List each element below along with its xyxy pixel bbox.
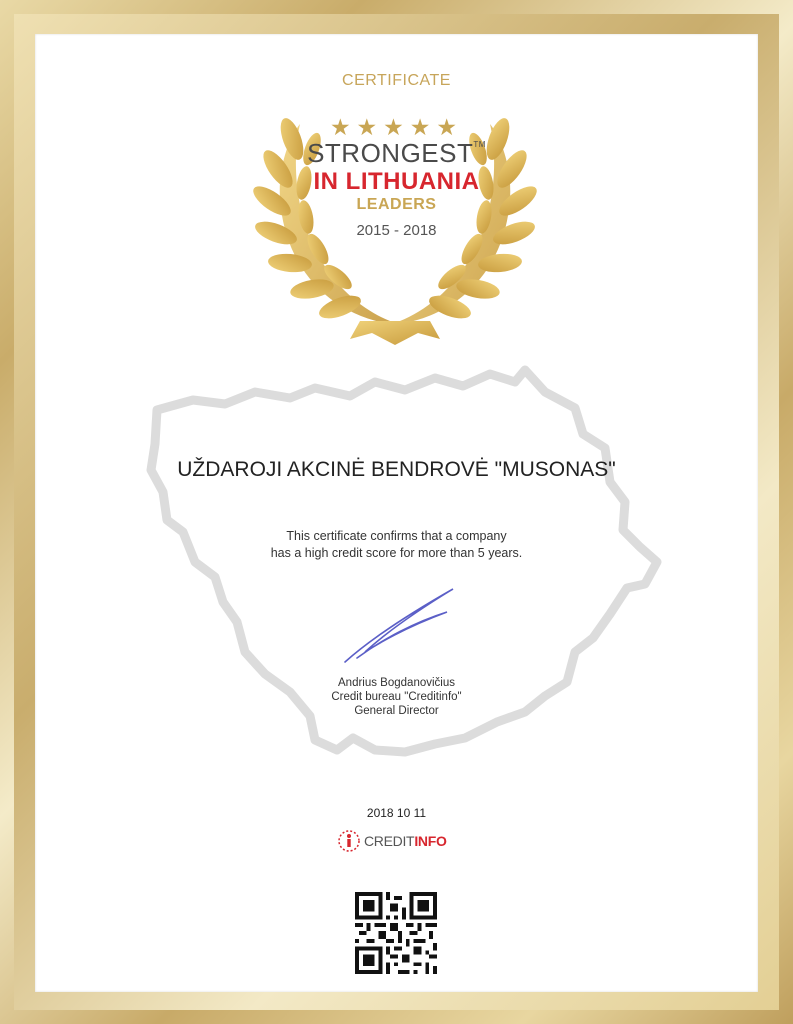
- badge-years: 2015 - 2018: [356, 222, 437, 239]
- certificate-description: [35, 528, 758, 562]
- certificate-label: CERTIFICATE: [342, 72, 451, 89]
- signer-name: Andrius Bogdanovičius: [338, 677, 455, 689]
- creditinfo-logo: [337, 829, 467, 853]
- badge-title: [35, 138, 758, 169]
- description-line-2: has a high credit score for more than 5 years.: [270, 546, 523, 560]
- certificate-paper: [35, 34, 758, 992]
- signer-organization: Credit bureau "Creditinfo": [331, 691, 462, 703]
- description-line-1: This certificate confirms that a company: [286, 529, 507, 543]
- badge-country: IN LITHUANIA: [313, 168, 480, 195]
- creditinfo-wordmark: [364, 833, 447, 849]
- qr-code-icon[interactable]: [355, 892, 437, 974]
- signer-position: General Director: [354, 705, 439, 717]
- handwritten-signature-icon: [335, 584, 465, 669]
- logo-part-info: INFO: [414, 833, 447, 849]
- company-name: UŽDAROJI AKCINĖ BENDROVĖ "MUSONAS": [177, 458, 616, 481]
- badge-title-text: STRONGEST: [307, 138, 474, 168]
- creditinfo-logo-icon: [337, 829, 361, 853]
- logo-part-credit: CREDIT: [364, 833, 415, 849]
- badge-category: LEADERS: [356, 196, 437, 213]
- issue-date: 2018 10 11: [366, 806, 427, 820]
- signer-block: [35, 676, 758, 718]
- trademark-mark: TM: [473, 140, 486, 149]
- rating-stars: ★★★★★: [329, 114, 464, 140]
